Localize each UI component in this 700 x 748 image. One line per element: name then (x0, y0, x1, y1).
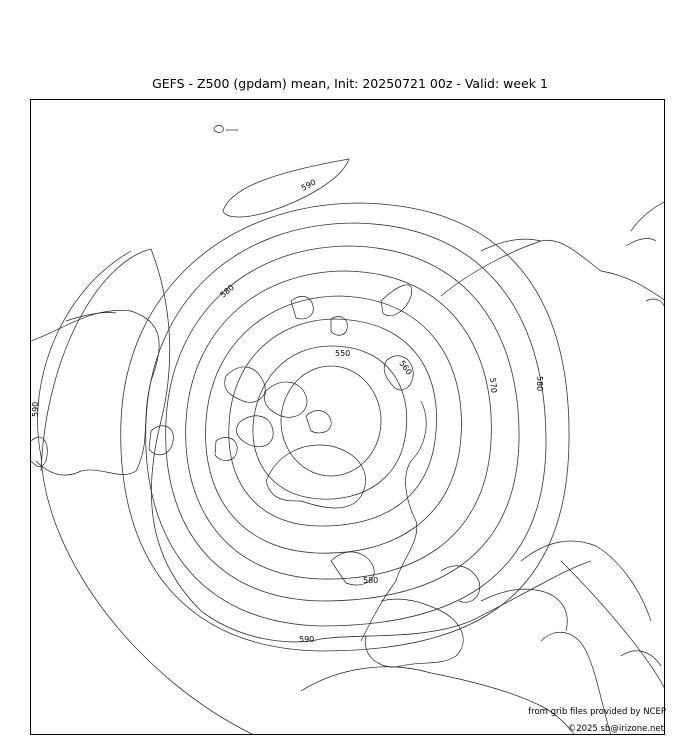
contour-label: 570 (488, 377, 499, 394)
contour-label: 590 (31, 401, 40, 417)
contour-label: 550 (335, 349, 351, 358)
map-canvas (31, 100, 665, 735)
map-title: GEFS - Z500 (gpdam) mean, Init: 20250721 00z - Valid: week 1 (152, 76, 548, 91)
contour-580 (186, 271, 492, 579)
contour-575 (206, 296, 462, 553)
hemisphere-boundary (38, 251, 665, 735)
z500-contours (41, 159, 591, 651)
credit-source: from grib files provided by NCEP (528, 707, 666, 717)
contour-label: 590 (299, 635, 315, 644)
contour-label: 580 (535, 376, 544, 392)
map-frame (30, 99, 665, 735)
contour-590-pacific (223, 159, 349, 217)
contour-label: 560 (397, 358, 414, 377)
contour-570 (229, 319, 437, 526)
contour-588 (121, 203, 569, 651)
contour-label: 580 (218, 282, 236, 300)
contour-labels (31, 178, 544, 644)
contour-label: 580 (363, 576, 379, 585)
contour-583 (166, 246, 519, 601)
contour-label: 590 (299, 177, 318, 193)
credit-copyright: ©2025 sb@irizone.net (567, 724, 664, 734)
coastlines (31, 125, 665, 735)
